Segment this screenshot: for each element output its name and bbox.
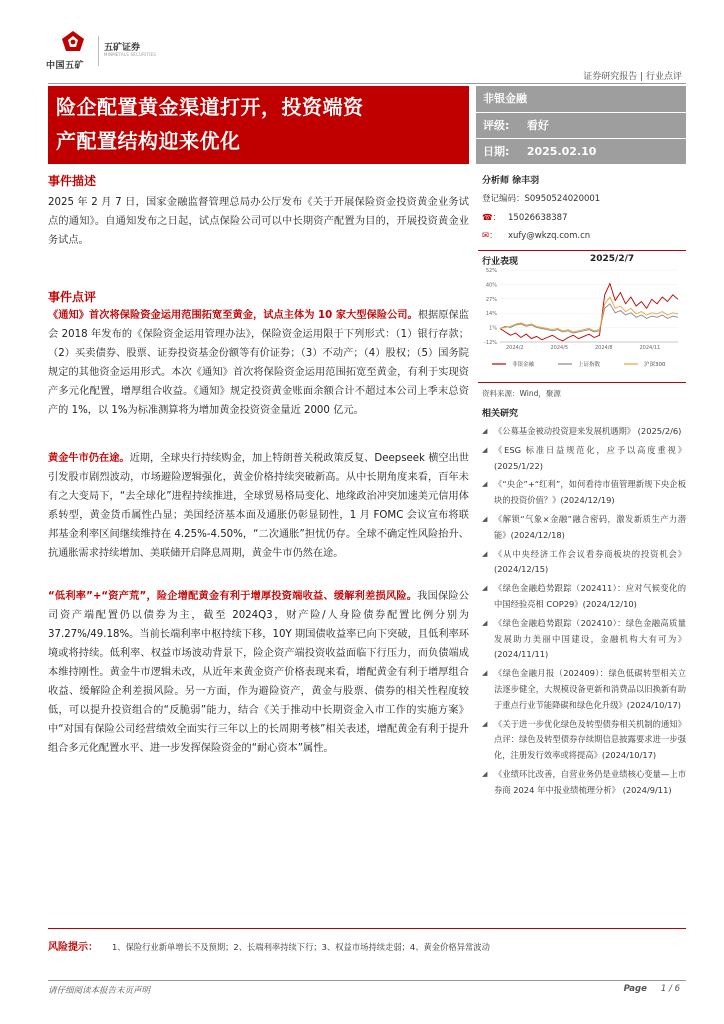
risk-warning bbox=[48, 938, 490, 953]
bullet-icon: ◢ bbox=[482, 719, 488, 728]
related-research-text: 《ESG 标准日益规范化，应予以高度重视》 (2025/1/22) bbox=[494, 444, 686, 471]
chart-x-tick-label: 2024/11 bbox=[639, 345, 661, 351]
date-value: 2025.02.10 bbox=[526, 145, 597, 158]
analyst-phone bbox=[482, 211, 568, 223]
date-row bbox=[476, 138, 686, 163]
bullet-icon: ◢ bbox=[482, 549, 488, 558]
rating-info-box bbox=[476, 86, 686, 164]
bullet-icon: ◢ bbox=[482, 514, 488, 523]
chart-y-tick-label: 40% bbox=[485, 282, 497, 289]
bullet-icon: ◢ bbox=[482, 618, 488, 627]
chart-x-axis bbox=[500, 342, 678, 351]
related-research-item[interactable] bbox=[482, 443, 686, 475]
risk-text: 1、保险行业新单增长不及预期；2、长端利率持续下行；3、权益市场持续走弱；4、黄金价格异常波动 bbox=[112, 942, 490, 952]
bullet-icon: ◢ bbox=[482, 480, 488, 489]
chart-y-tick-label: 1% bbox=[489, 325, 497, 332]
rating-value: 看好 bbox=[526, 119, 549, 132]
related-research-item[interactable] bbox=[482, 477, 686, 509]
related-research-item[interactable] bbox=[482, 547, 686, 579]
comment-lead-2: 黄金牛市仍在途。 bbox=[48, 453, 130, 464]
comment-paragraph-1 bbox=[48, 306, 469, 420]
chart-legend bbox=[492, 360, 666, 368]
rating-row bbox=[476, 112, 686, 137]
title-line-1: 险企配置黄金渠道打开，投资端资 bbox=[56, 95, 364, 119]
comment-paragraph-2 bbox=[48, 449, 469, 563]
comment-heading: 事件点评 bbox=[48, 290, 97, 304]
related-research-text: 《绿色金融趋势跟踪（202411）：应对气候变化的中国经验亮相 COP29》(2024/12/10) bbox=[494, 583, 686, 609]
related-research-item[interactable] bbox=[482, 767, 686, 799]
analyst-reg-code: 登记编码：S0950524020001 bbox=[482, 194, 601, 204]
page-label: Page bbox=[623, 984, 647, 994]
bullet-icon: ◢ bbox=[482, 769, 488, 778]
date-label: 日期: bbox=[483, 145, 510, 158]
related-research-text: 《业绩环比改善，自营业务仍是业绩核心变量—上市券商 2024 年中报业绩梳理分析》 (2024/9/11) bbox=[494, 768, 686, 795]
chart-legend-label: 上证指数 bbox=[578, 362, 601, 368]
chart-series-line bbox=[500, 284, 678, 341]
bullet-icon: ◢ bbox=[482, 669, 488, 678]
related-research-text: 《公募基金被动投资迎来发展机遇期》 (2025/2/6) bbox=[494, 426, 682, 436]
footer-disclaimer: 请仔细阅读本报告末页声明 bbox=[48, 986, 151, 996]
chart-y-tick-label: 14% bbox=[485, 311, 497, 318]
industry: 非银金融 bbox=[483, 92, 527, 105]
logo-chinese-name: 中国五矿 bbox=[46, 61, 85, 71]
page-indicator bbox=[624, 984, 680, 994]
email-icon: ✉： bbox=[482, 231, 498, 241]
bullet-icon: ◢ bbox=[482, 445, 488, 454]
company-logo bbox=[46, 30, 166, 70]
brand-name-en: MINMETALS SECURITIES bbox=[104, 52, 156, 57]
event-heading: 事件描述 bbox=[48, 174, 97, 188]
comment-paragraph-3 bbox=[48, 587, 469, 758]
logo-divider bbox=[98, 36, 99, 66]
chart-y-tick-label: 52% bbox=[485, 268, 497, 274]
comment-text-1: 根据原保监会 2018 年发布的《保险资金运用管理办法》，保险资金运用限于下列形式：（1）银行存款；（2）买卖债券、股票、证券投资基金份额等有价证券；（3）不动产；（4）股权；（5）国务院规定的其他资金运用形式。本次《通知》首次将保险资金运用范围拓宽至黄金，有利于实现资产多元化配置，增厚组合收益。《通知》规定投资黄金账面余额合计不超过本公司上季末总资产的 1%，以 1%为标准测算将为增加黄金投资资金量近 2000 亿元。 bbox=[48, 310, 469, 416]
sidebar-divider-top bbox=[478, 250, 686, 251]
chart-x-tick-label: 2024/8 bbox=[595, 345, 613, 351]
related-research-text: 《从中央经济工作会议看券商板块的投资机会》(2024/12/15) bbox=[494, 548, 686, 575]
related-research-item[interactable] bbox=[482, 512, 686, 544]
comment-lead-1: 《通知》首次将保险资金运用范围拓宽至黄金，试点主体为 10 家大型保险公司。 bbox=[48, 310, 418, 321]
chart-legend-label: 沪深300 bbox=[644, 362, 666, 368]
rating-label: 评级: bbox=[483, 119, 510, 132]
related-research-item[interactable] bbox=[482, 717, 686, 764]
related-research-text: 《绿色金融月报（202409）：绿色低碳转型相关立法逐步健全，大规模设备更新和消费品以旧换新有助于重点行业节能降碳和绿色化升级》(2024/10/17) bbox=[494, 668, 686, 710]
performance-date: 2025/2/7 bbox=[590, 254, 635, 264]
risk-label: 风险提示： bbox=[48, 942, 98, 953]
related-research-text: 《关于进一步优化绿色及转型债券相关机制的通知》点评：绿色及转型债券存续期信息披露要求进一步强化，注册发行效率或将提高》(2024/10/17) bbox=[494, 718, 686, 761]
related-research-list bbox=[482, 424, 686, 802]
analyst-name: 分析师 徐丰羽 bbox=[482, 176, 540, 186]
related-research-title: 相关研究 bbox=[482, 409, 519, 419]
industry-performance-chart bbox=[478, 264, 688, 376]
chart-y-tick-label: 27% bbox=[485, 296, 497, 303]
chart-source: 资料来源：Wind，聚源 bbox=[482, 389, 561, 398]
minmetals-logo-icon bbox=[60, 30, 86, 52]
related-research-item[interactable] bbox=[482, 666, 686, 713]
bullet-icon: ◢ bbox=[482, 584, 488, 593]
comment-text-3: 我国保险公司资产端配置仍以债券为主，截至 2024Q3，财产险/人身险债券配置比例分别为 37.27%/49.18%。当前长端利率中枢持续下移，10Y 期国债收益率已向下突破，且低利率环境或将持续。低利率、权益市场波动背景下，险企资产端投资收益面临下行压力，而负债端成本维持刚性。黄金牛市逻辑未改，从近年来黄金资产价格表现来看，增配黄金有利于增厚组合收益、缓解险企利差损风险。另一方面，作为避险资产，黄金与股票、债券的相关性程度较低，可以提升投资组合的“反脆弱”能力，结合《关于推动中长期资金入市工作的实施方案》中“对国有保险公司经营绩效全面实行三年以上的长周期考核”相关表述，增配黄金有利于提升组合多元化配置水平、进一步发挥保险资金的“耐心资本”属性。 bbox=[48, 591, 469, 754]
comment-text-2: 近期，全球央行持续购金，加上特朗普关税政策反复、Deepseek 横空出世引发股市剧烈波动，市场避险逻辑强化，黄金价格持续突破新高。从中长期角度来看，百年未有之大变局下，“去全球化”进程持续推进，全球贸易格局变化、地缘政治冲突加速美元信用体系转型，黄金货币属性凸显；美国经济基本面及通胀仍彰显韧性，1 月 FOMC 会议宣布将联邦基金利率区间继续维持在 4.25%-4.50%，“二次通胀”担忧仍存。全球不确定性风险抬升、抗通胀需求持续增加、美联储开启降息周期，黄金牛市仍然在途。 bbox=[48, 453, 469, 559]
chart-x-tick-label: 2024/5 bbox=[550, 345, 569, 351]
title-line-2: 产配置结构迎来优化 bbox=[56, 129, 241, 153]
chart-x-tick-label: 2024/2 bbox=[506, 345, 524, 351]
brand-name: 五矿证券 bbox=[104, 43, 141, 53]
email-address[interactable]: xufy@wkzq.com.cn bbox=[508, 231, 591, 241]
header-divider bbox=[48, 83, 686, 84]
chart-legend-label: 非银金融 bbox=[512, 362, 535, 368]
related-research-text: 《“央企”+“红利”，如何看待市值管理新规下央企板块的投资价值？》(2024/12/19) bbox=[494, 479, 686, 506]
sidebar-divider-chart bbox=[478, 382, 686, 383]
page-number: 1 / 6 bbox=[660, 984, 680, 994]
industry-row bbox=[476, 86, 686, 111]
chart-y-tick-label: -12% bbox=[484, 340, 497, 346]
phone-icon: ☎： bbox=[482, 213, 502, 223]
chart-series-line bbox=[500, 297, 678, 332]
related-research-item[interactable] bbox=[482, 581, 686, 613]
comment-lead-3: “低利率”+“资产荒”，险企增配黄金有利于增厚投资端收益、缓解利差损风险。 bbox=[48, 591, 418, 602]
performance-label: 行业表现 bbox=[482, 257, 519, 267]
related-research-text: 《解锁“气象×金融”融合密码，激发新质生产力潜能》(2024/12/18) bbox=[494, 513, 686, 540]
related-research-item[interactable] bbox=[482, 616, 686, 663]
chart-series bbox=[500, 284, 678, 341]
title-banner bbox=[48, 86, 469, 164]
event-paragraph: 2025 年 2 月 7 日，国家金融监督管理总局办公厅发布《关于开展保险资金投资黄金业务试点的通知》。自通知发布之日起，试点保险公司可以中长期资产配置为目的，开展投资黄金业务试点。 bbox=[48, 197, 469, 246]
risk-divider bbox=[48, 928, 686, 929]
related-research-item[interactable] bbox=[482, 424, 686, 440]
related-research-text: 《绿色金融趋势跟踪（202410）：绿色金融高质量发展助力美丽中国建设，金融机构大有可为》(2024/11/11) bbox=[494, 617, 686, 660]
analyst-email bbox=[482, 229, 590, 241]
report-type: 证券研究报告 | 行业点评 bbox=[583, 72, 682, 82]
footer-divider bbox=[48, 980, 686, 981]
bullet-icon: ◢ bbox=[482, 427, 488, 435]
phone-number: 15026638387 bbox=[508, 213, 568, 223]
